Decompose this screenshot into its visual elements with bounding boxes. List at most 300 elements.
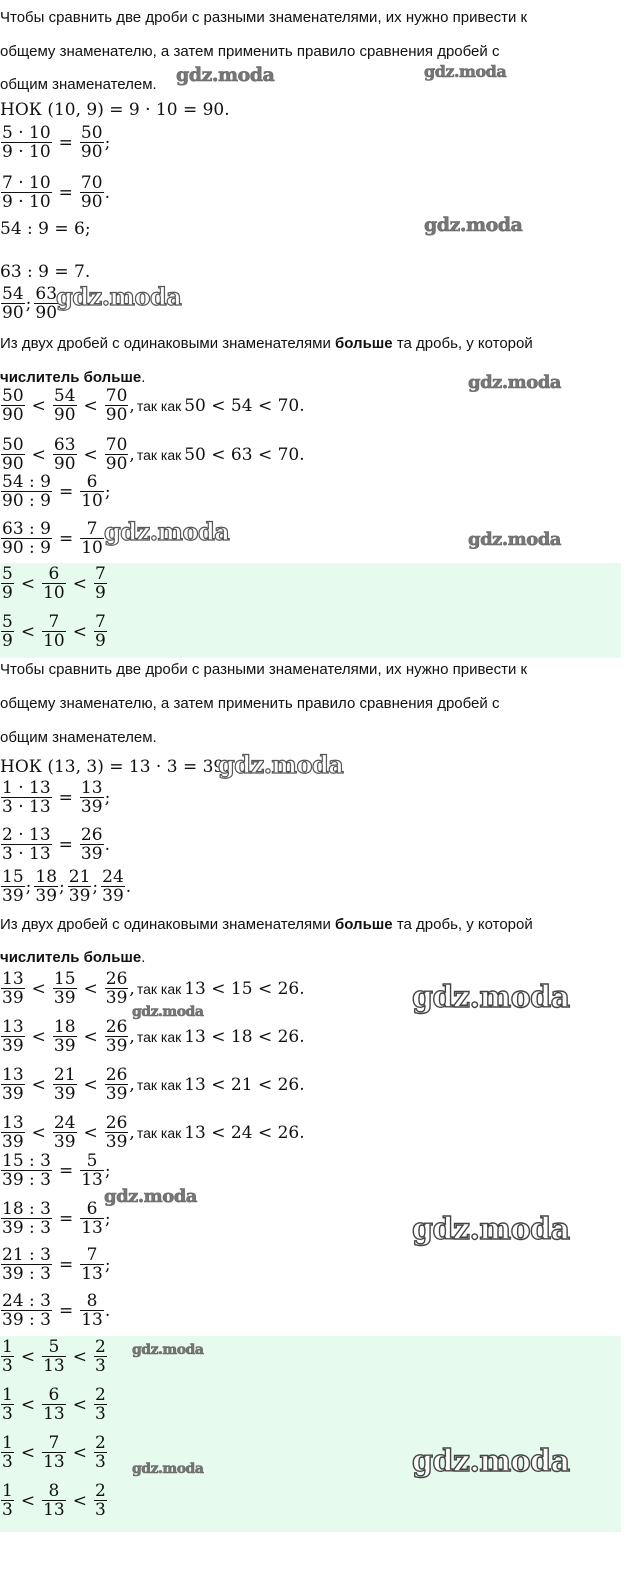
numerator: 7 · 10 [2,173,51,193]
fraction [80,1200,104,1237]
fraction [1,1200,52,1237]
fraction [80,1292,104,1329]
watermark: gdz.moda [468,529,561,550]
fraction [1,826,52,863]
denominator: 39 [105,1084,128,1104]
numerator: 50 [2,435,24,455]
s1-intro-line-2: общему знаменателю, а затем применить правило сравнения дробей с [0,43,500,60]
equals-sign: = [58,1160,74,1181]
fraction [42,1338,66,1375]
fraction [1,1292,52,1329]
numerator: 13 [2,1017,24,1037]
numerator: 26 [105,969,128,989]
numerator: 24 : 3 [2,1291,51,1311]
numerator: 1 [2,1481,13,1501]
s2-intro-line-2: общему знаменателю, а затем применить правило сравнения дробей с [0,695,500,712]
fraction [80,520,104,557]
rule-text: та дробь, у которой [392,916,533,933]
because-text: так как [136,1028,182,1045]
denominator: 9 [94,583,106,603]
denominator: 39 [105,1132,128,1152]
division-expression: 54 : 9 = 6; [0,219,91,239]
less-than-sign: < [83,1074,98,1095]
denominator: 39 [105,1036,128,1056]
s2-reduction-4: $\frac{24 : 3}{39 : 3}$ = $\frac{8}{13}$ . [2,1291,111,1330]
inequality: 50 < 63 < 70. [184,444,305,465]
because-text: так как [136,1124,182,1141]
denominator: 9 · 10 [2,192,51,212]
s2-answer-block [0,1336,621,1532]
numerator: 54 [2,284,24,304]
rule-emphasis: больше [335,335,393,352]
s1-reduction-2 [0,520,105,557]
watermark: gdz.moda [132,1004,204,1020]
denominator: 9 [2,583,13,603]
numerator: 8 [86,1291,98,1311]
s1-rule-line-2 [0,368,145,388]
less-than-sign: < [83,1026,98,1047]
s2-reduction-1: $\frac{15 : 3}{39 : 3}$ = $\frac{5}{13}$ ; [2,1151,111,1190]
watermark: gdz.moda [176,64,275,86]
numerator: 21 [68,867,91,887]
numerator: 6 [48,564,60,584]
denominator: 90 [53,454,76,474]
s2-intermediate-fractions: $\frac{15}{39}$ ; $\frac{18}{39}$ ; $\frac{21}{39}$ ; $\frac{24}{39}$ . [2,867,132,906]
numerator: 54 : 9 [2,472,51,492]
less-than-sign: < [31,1074,46,1095]
rule-text: . [141,949,146,966]
s2-intro-line-1: Чтобы сравнить две дроби с разными знаменателями, их нужно привести к [0,661,528,678]
fraction [42,565,66,602]
rule-emphasis: числитель больше [0,369,142,386]
less-than-sign: < [72,1442,87,1463]
fraction [105,1018,129,1055]
rule-text: Из двух дробей с одинаковыми знаменателями [0,335,335,352]
less-than-sign: < [20,621,36,642]
fraction [105,970,129,1007]
equals-sign: = [58,1300,74,1321]
equals-sign: = [58,132,73,153]
less-than-sign: < [83,395,98,416]
equals-sign: = [58,834,73,855]
less-than-sign: < [83,978,98,999]
equals-sign: = [58,1254,74,1275]
fraction [80,1152,104,1189]
less-than-sign: < [31,978,46,999]
numerator: 50 [2,386,24,406]
fraction [94,1386,107,1423]
numerator: 13 [2,969,24,989]
denominator: 13 [43,1356,65,1376]
denominator: 90 [2,454,24,474]
fraction [53,1018,77,1055]
numerator: 24 [53,1113,76,1133]
denominator: 10 [81,491,103,511]
numerator: 7 [48,612,60,632]
fraction [1,436,25,473]
less-than-sign: < [20,1490,36,1511]
fraction [94,613,107,650]
s1-lcm-expression: НОК (10, 9) = 9 · 10 = 90. [0,100,230,120]
denominator: 39 [53,988,76,1008]
watermark: gdz.moda [218,750,344,779]
s1-intermediate-fractions: $\frac{54}{90}$ ; $\frac{63}{90}$ [2,284,58,323]
inequality: 50 < 54 < 70. [184,395,305,416]
numerator: 63 [35,284,58,304]
numerator: 5 [86,1151,98,1171]
s2-lcm-line [0,757,230,777]
less-than-sign: < [72,1346,87,1367]
denominator: 90 [35,303,58,323]
numerator: 5 · 10 [2,123,51,143]
numerator: 70 [105,386,128,406]
denominator: 39 [68,886,91,906]
denominator: 3 [94,1500,106,1520]
fraction [53,1066,77,1103]
less-than-sign: < [31,444,46,465]
s1-division-2 [0,262,90,282]
s1-rule-line-1 [0,334,533,354]
s2-answer-2 [0,1386,108,1423]
rule-text: Из двух дробей с одинаковыми знаменателями [0,916,335,933]
equals-sign: = [58,787,73,808]
numerator: 6 [86,1199,98,1219]
watermark: gdz.moda [132,1461,204,1477]
denominator: 39 [2,988,24,1008]
s2-rule-line-2 [0,948,145,968]
denominator: 39 [2,1084,24,1104]
inequality: 13 < 15 < 26. [184,978,305,999]
s2-reduction-3: $\frac{21 : 3}{39 : 3}$ = $\frac{7}{13}$ ; [2,1245,111,1284]
numerator: 7 [94,612,106,632]
denominator: 90 [105,405,128,425]
numerator: 70 [80,173,103,193]
s2-expand-fraction-2: $\frac{2 \cdot 13}{3 \cdot 13}$ = $\frac{26}{39}$ . [2,825,110,864]
numerator: 8 [48,1481,60,1501]
denominator: 39 [80,797,103,817]
denominator: 13 [43,1452,65,1472]
watermark: gdz.moda [132,1342,204,1358]
numerator: 63 : 9 [2,519,51,539]
fraction [1,1066,25,1103]
s1-intro-line-1: Чтобы сравнить две дроби с разными знаменателями, их нужно привести к [0,9,528,26]
less-than-sign: < [31,395,46,416]
denominator: 3 [2,1452,13,1472]
denominator: 39 [53,1036,76,1056]
s1-division-1 [0,219,91,239]
numerator: 26 [80,825,103,845]
watermark: gdz.moda [424,62,507,81]
watermark: gdz.moda [412,980,570,1015]
numerator: 2 · 13 [2,825,51,845]
s2-comparison-4: $\frac{13}{39}$ < $\frac{24}{39}$ < $\frac{26}{39}$ , так как 13 < 24 < 26. [2,1113,305,1152]
numerator: 26 [105,1065,128,1085]
denominator: 39 [35,886,58,906]
denominator: 90 [53,405,76,425]
denominator: 39 : 3 [2,1264,51,1284]
watermark: gdz.moda [104,1186,197,1207]
denominator: 90 [80,142,103,162]
numerator: 50 [80,123,103,143]
denominator: 3 [94,1356,106,1376]
denominator: 39 [102,886,124,906]
fraction [1,1434,14,1471]
denominator: 13 [81,1310,103,1330]
watermark: gdz.moda [104,517,230,546]
s1-answer-2 [0,613,108,650]
s2-expand-fraction-1: $\frac{1 \cdot 13}{3 \cdot 13}$ = $\frac{13}{39}$ ; [2,778,111,817]
less-than-sign: < [20,573,36,594]
numerator: 26 [105,1017,128,1037]
denominator: 13 [43,1500,65,1520]
denominator: 13 [81,1264,103,1284]
watermark: gdz.moda [56,282,182,311]
numerator: 1 [2,1337,13,1357]
numerator: 1 [2,1385,13,1405]
numerator: 7 [86,1245,98,1265]
s2-answer-3 [0,1434,108,1471]
denominator: 39 : 3 [2,1218,51,1238]
numerator: 15 : 3 [2,1151,51,1171]
less-than-sign: < [72,573,87,594]
numerator: 2 [94,1481,106,1501]
s1-comparison-2: $\frac{50}{90}$ < $\frac{63}{90}$ < $\frac{70}{90}$ , так как 50 < 63 < 70. [2,435,305,474]
denominator: 9 [2,631,13,651]
numerator: 7 [86,519,98,539]
s1-lcm-line [0,100,230,120]
inequality: 13 < 18 < 26. [184,1026,305,1047]
watermark: gdz.moda [424,214,523,236]
equals-sign: = [58,1208,74,1229]
s1-intro-line-3: общим знаменателем. [0,76,157,93]
numerator: 5 [2,612,13,632]
fraction [1,1018,25,1055]
inequality: 13 < 24 < 26. [184,1122,305,1143]
denominator: 3 [94,1452,106,1472]
denominator: 39 : 3 [2,1310,51,1330]
numerator: 1 · 13 [2,778,51,798]
less-than-sign: < [31,1026,46,1047]
s2-comparison-1: $\frac{13}{39}$ < $\frac{15}{39}$ < $\frac{26}{39}$ , так как 13 < 15 < 26. [2,969,305,1008]
less-than-sign: < [72,621,87,642]
fraction [42,613,66,650]
s2-rule-line-1 [0,915,533,935]
denominator: 90 [2,405,24,425]
numerator: 2 [94,1337,106,1357]
numerator: 70 [105,435,128,455]
inequality: 13 < 21 < 26. [184,1074,305,1095]
fraction [1,779,52,816]
numerator: 5 [2,564,13,584]
s1-expand-fraction-1: $\frac{5 \cdot 10}{9 \cdot 10}$ = $\frac{50}{90}$ ; [2,123,111,162]
s2-intro-line-3: общим знаменателем. [0,729,157,746]
denominator: 10 [43,631,65,651]
equals-sign: = [58,481,74,502]
fraction [1,1386,14,1423]
s2-comparison-2: $\frac{13}{39}$ < $\frac{18}{39}$ < $\frac{26}{39}$ , так как 13 < 18 < 26. [2,1017,305,1056]
fraction [1,1482,14,1519]
denominator: 3 [94,1404,106,1424]
watermark: gdz.moda [412,1212,570,1247]
fraction [1,1338,14,1375]
denominator: 39 : 3 [2,1170,51,1190]
s2-answer-1 [0,1338,108,1375]
denominator: 3 [2,1356,13,1376]
denominator: 90 [105,454,128,474]
numerator: 1 [2,1433,13,1453]
numerator: 13 [2,1113,24,1133]
rule-text: та дробь, у которой [392,335,533,352]
denominator: 9 · 10 [2,142,51,162]
fraction [94,1482,107,1519]
fraction [68,868,92,905]
fraction [80,1246,104,1283]
s1-answer-block [0,563,621,658]
because-text: так как [136,1076,182,1093]
fraction [94,1338,107,1375]
denominator: 3 · 13 [2,797,51,817]
fraction [80,473,104,510]
denominator: 13 [81,1218,103,1238]
denominator: 90 : 9 [2,538,51,558]
denominator: 39 [2,1132,24,1152]
watermark: gdz.moda [468,372,561,393]
denominator: 3 [2,1404,13,1424]
fraction [42,1434,66,1471]
fraction [1,613,14,650]
fraction [53,436,77,473]
numerator: 18 [53,1017,76,1037]
fraction [42,1386,66,1423]
fraction [80,826,104,863]
division-expression: 63 : 9 = 7. [0,262,91,282]
numerator: 7 [94,564,106,584]
denominator: 39 [2,886,24,906]
denominator: 90 [80,192,103,212]
fraction [105,387,129,424]
numerator: 26 [105,1113,128,1133]
less-than-sign: < [72,1394,87,1415]
fraction [34,868,58,905]
numerator: 18 : 3 [2,1199,51,1219]
s1-comparison-1: $\frac{50}{90}$ < $\frac{54}{90}$ < $\frac{70}{90}$ , так как 50 < 54 < 70. [2,386,305,425]
fraction [1,387,25,424]
denominator: 9 [94,631,106,651]
denominator: 39 [105,988,128,1008]
less-than-sign: < [83,444,98,465]
numerator: 21 [53,1065,76,1085]
fraction [1,565,14,602]
s2-lcm-expression: НОК (13, 3) = 13 · 3 = 39. [0,757,230,777]
numerator: 24 [102,867,124,887]
less-than-sign: < [20,1346,36,1367]
fraction [1,868,25,905]
less-than-sign: < [31,1122,46,1143]
fraction [1,1114,25,1151]
less-than-sign: < [20,1394,36,1415]
s1-expand-fraction-2: $\frac{7 \cdot 10}{9 \cdot 10}$ = $\frac{70}{90}$ . [2,173,110,212]
denominator: 10 [81,538,103,558]
numerator: 13 [80,778,103,798]
numerator: 2 [94,1385,106,1405]
fraction [105,436,129,473]
denominator: 3 · 13 [2,844,51,864]
numerator: 15 [53,969,76,989]
numerator: 21 : 3 [2,1245,51,1265]
denominator: 90 [2,303,24,323]
rule-emphasis: больше [335,916,393,933]
fraction [1,1246,52,1283]
denominator: 39 [2,1036,24,1056]
numerator: 6 [86,472,98,492]
fraction [1,285,25,322]
s1-answer-1 [0,565,108,602]
because-text: так как [136,980,182,997]
numerator: 2 [94,1433,106,1453]
fraction [53,387,77,424]
denominator: 39 [53,1084,76,1104]
fraction [53,970,77,1007]
s2-comparison-3: $\frac{13}{39}$ < $\frac{21}{39}$ < $\frac{26}{39}$ , так как 13 < 21 < 26. [2,1065,305,1104]
fraction [101,868,125,905]
numerator: 6 [48,1385,60,1405]
denominator: 90 : 9 [2,491,51,511]
denominator: 39 [53,1132,76,1152]
rule-text: . [141,369,146,386]
numerator: 18 [35,867,58,887]
fraction [80,124,104,161]
fraction [1,473,52,510]
fraction [1,124,52,161]
s2-reduction-2: $\frac{18 : 3}{39 : 3}$ = $\frac{6}{13}$ ; [2,1199,111,1238]
numerator: 63 [53,435,76,455]
denominator: 13 [43,1404,65,1424]
denominator: 13 [81,1170,103,1190]
denominator: 39 [80,844,103,864]
because-text: так как [136,446,182,463]
because-text: так как [136,397,182,414]
fraction [34,285,58,322]
fraction [1,1152,52,1189]
watermark: gdz.moda [412,1444,570,1479]
fraction [1,174,52,211]
fraction [94,1434,107,1471]
fraction [105,1114,129,1151]
fraction [94,565,107,602]
equals-sign: = [58,182,73,203]
less-than-sign: < [20,1442,36,1463]
equals-sign: = [58,528,74,549]
denominator: 10 [43,583,65,603]
s2-answer-4 [0,1482,108,1519]
numerator: 5 [48,1337,60,1357]
numerator: 15 [2,867,24,887]
fraction [80,174,104,211]
fraction [105,1066,129,1103]
denominator: 3 [2,1500,13,1520]
less-than-sign: < [72,1490,87,1511]
fraction [53,1114,77,1151]
fraction [1,970,25,1007]
numerator: 13 [2,1065,24,1085]
fraction [1,520,52,557]
s1-reduction-1: $\frac{54 : 9}{90 : 9}$ = $\frac{6}{10}$ ; [2,472,111,511]
rule-emphasis: числитель больше [0,949,142,966]
less-than-sign: < [83,1122,98,1143]
numerator: 54 [53,386,76,406]
fraction [80,779,104,816]
fraction [42,1482,66,1519]
